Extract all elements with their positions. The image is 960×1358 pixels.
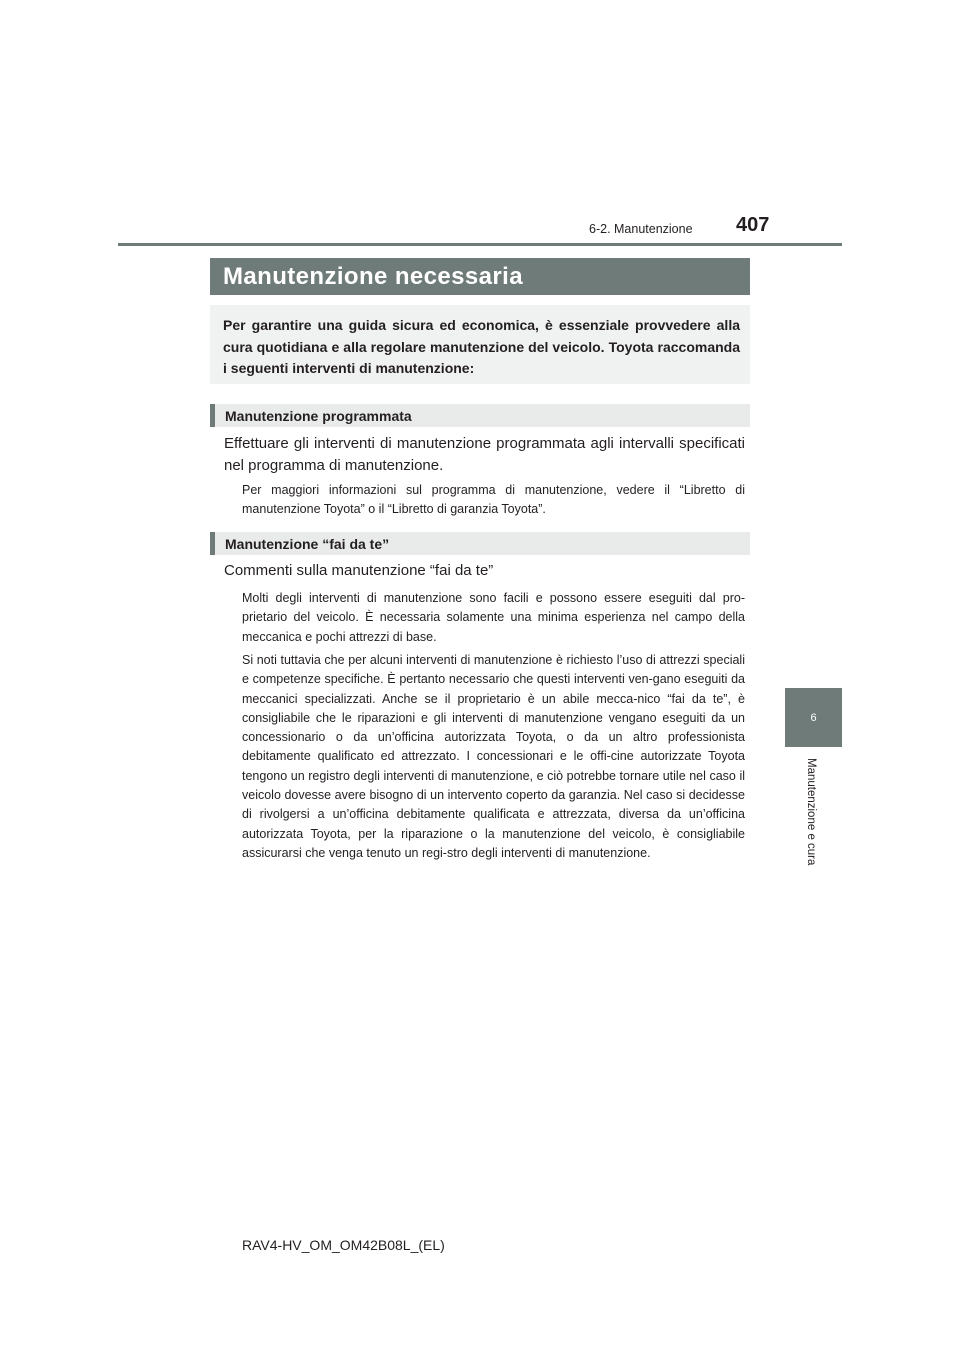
chapter-tab-number: 6 (810, 711, 817, 724)
section-heading-fai-da-te (210, 532, 750, 555)
footer-document-code: RAV4-HV_OM_OM42B08L_(EL) (242, 1237, 445, 1253)
page-title: Manutenzione necessaria (223, 262, 523, 290)
section-main-text: Commenti sulla manutenzione “fai da te” (224, 562, 494, 579)
section-main-text: Effettuare gli interventi di manutenzione programmata agli intervalli specificati nel programma di manutenzione. (224, 435, 745, 474)
section-note-text: Per maggiori informazioni sul programma di manutenzione, vedere il “Libretto di manutenzione Toyota” o il “Libretto di garanzia Toyota”. (242, 483, 745, 517)
intro-box (210, 305, 750, 384)
chapter-tab (785, 688, 842, 747)
header-section-label: 6-2. Manutenzione (589, 222, 693, 236)
chapter-tab-label: Manutenzione e cura (805, 758, 817, 866)
page-title-bar (210, 258, 750, 295)
section-title: Manutenzione programmata (225, 407, 412, 424)
section-heading-programmata (210, 404, 750, 427)
section-note-text: Molti degli interventi di manutenzione sono facili e possono essere eseguiti dal pro-prietario del veicolo. È necessaria solamente una minima esperienza nel campo della meccanica e pochi attrezzi di base. (242, 591, 745, 644)
intro-text: Per garantire una guida sicura ed economica, è essenziale provvedere alla cura quotidiana e alla regolare manutenzione del veicolo. Toyota raccomanda i seguenti interventi di manutenzione: (223, 317, 740, 376)
section-title: Manutenzione “fai da te” (225, 535, 390, 552)
section-note-text: Si noti tuttavia che per alcuni interventi di manutenzione è richiesto l’uso di attrezzi speciali e competenze specifiche. È pertanto necessario che questi interventi ven-gano eseguiti da meccanici specializzati. Anche se il proprietario è un abile mecca-nico “fai da te”, è consigliabile che le riparazioni e gli interventi di manutenzione vengano eseguiti da un concessionario o da un’officina autorizzata Toyota, o da un altro professionista debitamente qualificato ed attrezzato. I concessionari e le offi-cine autorizzate Toyota tengono un registro degli interventi di manutenzione, e ciò potrebbe tornare utile nel caso il veicolo dovesse avere bisogno di un intervento coperto da garanzia. Nel caso si decidesse di rivolgersi a un’officina debitamente qualificata e attrezzata, diversa da un’officina autorizzata Toyota, per la riparazione o la manutenzione del veicolo, è consigliabile assicurarsi che venga tenuto un regi-stro degli interventi di manutenzione. (242, 653, 745, 860)
header-rule (118, 243, 842, 246)
page-number: 407 (736, 214, 770, 236)
